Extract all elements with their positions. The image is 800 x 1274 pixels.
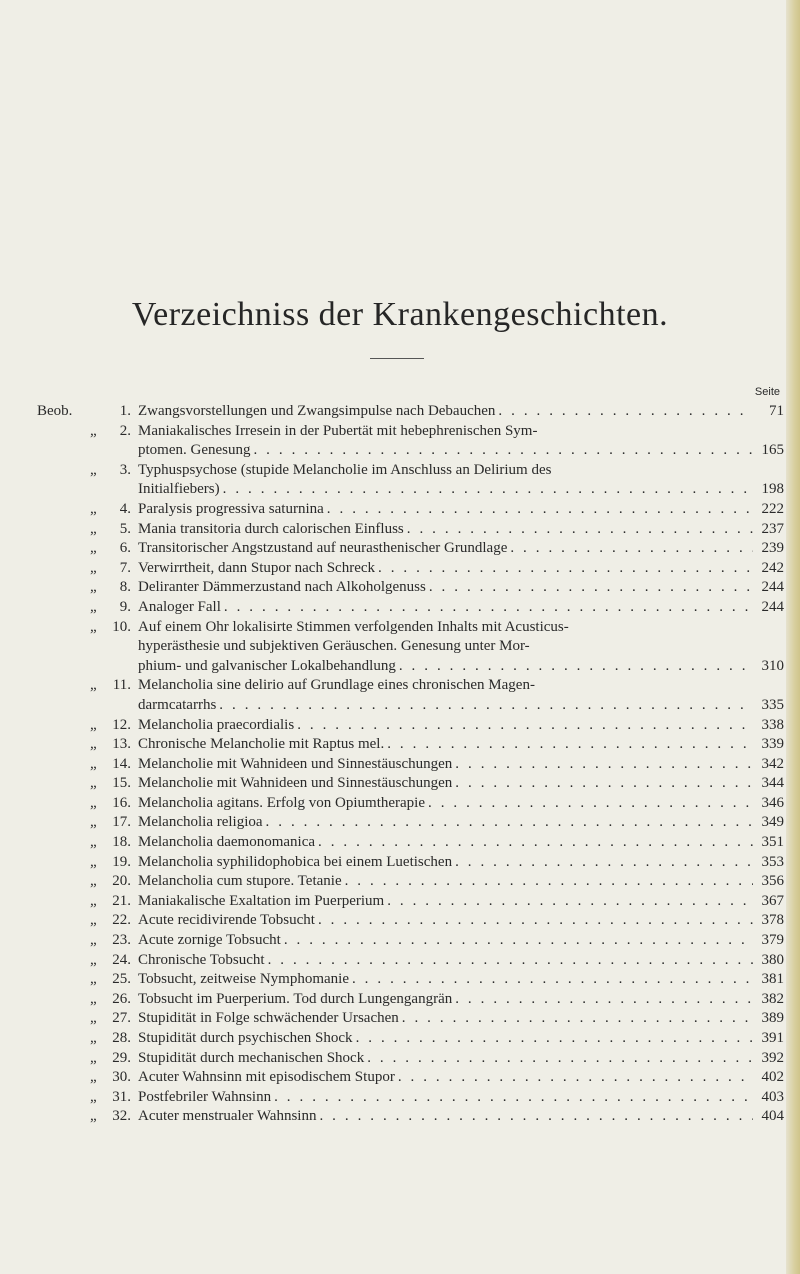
toc-entry	[0, 559, 800, 579]
entry-title: Maniakalische Exaltation im Puerperium	[138, 892, 385, 909]
dot-leader	[455, 774, 753, 794]
dot-leader	[327, 500, 753, 520]
entry-number: 9.	[119, 598, 131, 615]
dot-leader	[398, 1068, 753, 1088]
entry-title: Melancholia religioa	[138, 814, 263, 831]
dot-leader	[352, 970, 753, 990]
toc-entry	[0, 833, 800, 853]
dot-leader	[510, 539, 753, 559]
entry-page-number: 402	[761, 1069, 784, 1086]
entry-number: 27.	[112, 1010, 131, 1027]
entry-page-number: 353	[761, 853, 784, 870]
title-rule	[370, 358, 424, 359]
entry-page-number: 237	[761, 520, 784, 537]
dot-leader	[399, 657, 753, 677]
toc-entry	[0, 461, 800, 500]
toc-entry	[0, 755, 800, 775]
entry-page-number: 351	[761, 834, 784, 851]
toc-entry	[0, 853, 800, 873]
entry-number: 21.	[112, 892, 131, 909]
entry-title: Acuter Wahnsinn mit episodischem Stupor	[138, 1069, 395, 1086]
entry-number: 20.	[112, 873, 131, 890]
dot-leader	[297, 716, 753, 736]
entry-ditto-mark: „	[90, 618, 97, 635]
toc-entry	[0, 1049, 800, 1069]
toc-entry	[0, 794, 800, 814]
dot-leader	[455, 990, 753, 1010]
entry-number: 17.	[112, 814, 131, 831]
toc-entry	[0, 813, 800, 833]
entry-number: 28.	[112, 1030, 131, 1046]
dot-leader	[266, 813, 753, 833]
entry-page-number: 335	[761, 696, 784, 713]
toc-entry	[0, 598, 800, 618]
toc-entry	[0, 774, 800, 794]
entry-number: 2.	[119, 422, 131, 439]
dot-leader	[318, 911, 753, 931]
entry-ditto-mark: „	[90, 951, 97, 968]
toc-entry	[0, 1029, 800, 1049]
entry-ditto-mark: „	[90, 1108, 97, 1125]
toc-entry	[0, 951, 800, 971]
entry-page-number: 380	[761, 951, 784, 968]
entry-ditto-mark: „	[90, 1049, 97, 1066]
dot-leader	[455, 755, 753, 775]
entry-title: darmcatarrhs	[138, 696, 217, 713]
dot-leader	[224, 598, 753, 618]
entry-title: Zwangsvorstellungen und Zwangsimpulse nach Debauchen	[138, 403, 496, 419]
entry-page-number: 382	[761, 990, 784, 1007]
entry-number: 30.	[112, 1069, 131, 1086]
entry-number: 18.	[112, 834, 131, 851]
entry-ditto-mark: „	[90, 990, 97, 1007]
toc-entry	[0, 970, 800, 990]
entry-page-number: 198	[761, 481, 784, 498]
entry-title-line: Melancholia sine delirio auf Grundlage eines chronischen Magen-	[138, 677, 535, 694]
entry-title: phium- und galvanischer Lokalbehandlung	[138, 657, 396, 674]
entry-page-number: 239	[761, 540, 784, 557]
entry-title: Transitorischer Angstzustand auf neurasthenischer Grundlage	[138, 540, 508, 557]
dot-leader	[284, 931, 753, 951]
toc-entry	[0, 1088, 800, 1108]
entry-number: 4.	[119, 500, 131, 517]
entry-number: 23.	[112, 932, 131, 949]
entry-ditto-mark: „	[90, 520, 97, 537]
dot-leader	[455, 853, 753, 873]
dot-leader	[367, 1049, 753, 1069]
entry-title: Acute zornige Tobsucht	[138, 932, 281, 949]
entry-page-number: 389	[761, 1010, 784, 1027]
dot-leader	[407, 520, 753, 540]
entry-page-number: 392	[761, 1049, 784, 1066]
entry-number: 32.	[112, 1108, 131, 1125]
entry-page-number: 339	[761, 736, 784, 753]
entry-title: Mania transitoria durch calorischen Einfluss	[138, 520, 404, 537]
entry-title: Verwirrtheit, dann Stupor nach Schreck	[138, 559, 376, 576]
entry-page-number: 404	[761, 1108, 784, 1125]
toc-entry	[0, 500, 800, 520]
dot-leader	[318, 833, 753, 853]
entry-page-number: 346	[761, 794, 784, 811]
dot-leader	[219, 696, 753, 716]
toc-entry	[0, 892, 800, 912]
dot-leader	[356, 1029, 753, 1049]
entry-title: Melancholia cum stupore. Tetanie	[138, 873, 342, 890]
toc-entry	[0, 618, 800, 677]
toc-entry	[0, 539, 800, 559]
toc-entry	[0, 1107, 800, 1127]
entry-ditto-mark: „	[90, 971, 97, 988]
entry-page-number: 244	[761, 579, 784, 596]
entry-number: 22.	[112, 912, 131, 929]
entry-ditto-mark: „	[90, 932, 97, 949]
entry-ditto-mark: „	[90, 598, 97, 615]
toc-entry	[0, 1009, 800, 1029]
entry-page-number: 356	[761, 873, 784, 890]
entry-number: 14.	[112, 755, 131, 772]
toc-entry	[0, 911, 800, 931]
dot-leader	[319, 1107, 753, 1127]
entry-ditto-mark: „	[90, 500, 97, 517]
dot-leader	[345, 872, 753, 892]
entry-title-line: hyperästhesie und subjektiven Geräuschen. Genesung unter Mor-	[138, 638, 530, 655]
entry-ditto-mark: „	[90, 540, 97, 557]
entry-title: Melancholia daemonomanica	[138, 834, 316, 851]
dot-leader	[253, 441, 753, 461]
page-column-header: Seite	[754, 386, 780, 398]
entry-number: 10.	[112, 618, 131, 635]
dot-leader	[378, 559, 753, 579]
entry-title: Acute recidivirende Tobsucht	[138, 912, 315, 929]
entry-title: Stupidität in Folge schwächender Ursachen	[138, 1010, 399, 1027]
entry-ditto-mark: „	[90, 775, 97, 792]
toc-entry	[0, 990, 800, 1010]
dot-leader	[274, 1088, 753, 1108]
entry-title: Melancholie mit Wahnideen und Sinnestäuschungen	[138, 775, 453, 792]
entry-title-line: Maniakalisches Irresein in der Pubertät mit hebephrenischen Sym-	[138, 422, 538, 439]
entry-title: Paralysis progressiva saturnina	[138, 500, 324, 517]
entry-title: Postfebriler Wahnsinn	[138, 1088, 272, 1105]
dot-leader	[402, 1009, 753, 1029]
entry-ditto-mark: „	[90, 716, 97, 733]
entry-ditto-mark: „	[90, 579, 97, 596]
entry-ditto-mark: „	[90, 1010, 97, 1027]
entry-title-line: Auf einem Ohr lokalisirte Stimmen verfolgenden Inhalts mit Acusticus-	[138, 618, 569, 635]
entry-page-number: 381	[761, 971, 784, 988]
entry-ditto-mark: „	[90, 873, 97, 890]
entry-number: 31.	[112, 1088, 131, 1105]
toc-entry	[0, 422, 800, 461]
entry-title: Analoger Fall	[138, 598, 221, 615]
entry-ditto-mark: „	[90, 736, 97, 753]
entry-number: 24.	[112, 951, 131, 968]
entry-number: 25.	[112, 971, 131, 988]
entry-page-number: 244	[761, 598, 784, 615]
entry-number: 15.	[112, 775, 131, 792]
entry-number: 8.	[119, 579, 131, 596]
entry-number: 12.	[112, 716, 131, 733]
dot-leader	[387, 735, 753, 755]
toc-entry	[0, 872, 800, 892]
toc-entry	[0, 735, 800, 755]
entry-title: Stupidität durch psychischen Shock	[138, 1030, 353, 1046]
entry-page-number: 71	[769, 403, 784, 419]
entry-number: 1.	[119, 403, 131, 419]
entry-ditto-mark: „	[90, 794, 97, 811]
entry-number: 6.	[119, 540, 131, 557]
entry-title: Chronische Tobsucht	[138, 951, 265, 968]
entry-title: Melancholia agitans. Erfolg von Opiumtherapie	[138, 794, 425, 811]
entry-ditto-mark: „	[90, 1088, 97, 1105]
dot-leader	[223, 480, 753, 500]
entry-ditto-mark: „	[90, 677, 97, 694]
entry-title-line: Typhuspsychose (stupide Melancholie im Anschluss an Delirium des	[138, 461, 552, 478]
entry-title: ptomen. Genesung	[138, 442, 251, 459]
entry-number: 11.	[112, 677, 131, 694]
entry-page-number: 391	[761, 1030, 784, 1046]
toc-entry	[0, 1068, 800, 1088]
entry-number: 29.	[112, 1049, 131, 1066]
entry-page-number: 242	[761, 559, 784, 576]
dot-leader	[428, 794, 753, 814]
entry-title: Tobsucht im Puerperium. Tod durch Lungengangrän	[138, 990, 453, 1007]
dot-leader	[498, 402, 753, 422]
entry-ditto-mark: „	[90, 853, 97, 870]
entry-ditto-mark: „	[90, 892, 97, 909]
toc-entry	[0, 931, 800, 951]
entry-title: Melancholia praecordialis	[138, 716, 295, 733]
dot-leader	[429, 578, 753, 598]
entry-ditto-mark: „	[90, 1069, 97, 1086]
entry-page-number: 367	[761, 892, 784, 909]
entry-number: 5.	[119, 520, 131, 537]
entry-ditto-mark: „	[90, 814, 97, 831]
entry-page-number: 379	[761, 932, 784, 949]
entry-ditto-mark: „	[90, 1030, 97, 1046]
dot-leader	[268, 951, 753, 971]
page-title: Verzeichniss der Krankengeschichten.	[131, 296, 669, 333]
entry-ditto-mark: „	[90, 755, 97, 772]
entry-page-number: 378	[761, 912, 784, 929]
entry-page-number: 338	[761, 716, 784, 733]
entry-page-number: 342	[761, 755, 784, 772]
entry-number: 26.	[112, 990, 131, 1007]
toc-entry	[0, 578, 800, 598]
toc-entry	[0, 676, 800, 715]
entry-page-number: 165	[761, 442, 784, 459]
entry-number: 3.	[119, 461, 131, 478]
entry-number: 7.	[119, 559, 131, 576]
entry-number: 13.	[112, 736, 131, 753]
entry-ditto-mark: „	[90, 559, 97, 576]
toc-entry	[0, 520, 800, 540]
entry-ditto-mark: „	[90, 834, 97, 851]
table-of-contents	[0, 402, 800, 1127]
toc-entry	[0, 716, 800, 736]
entry-number: 16.	[112, 794, 131, 811]
entry-title: Tobsucht, zeitweise Nymphomanie	[138, 971, 349, 988]
toc-entry	[0, 402, 800, 422]
entry-number: 19.	[112, 853, 131, 870]
entry-title: Melancholie mit Wahnideen und Sinnestäuschungen	[138, 755, 453, 772]
entry-page-number: 344	[761, 775, 784, 792]
entry-title: Chronische Melancholie mit Raptus mel.	[138, 736, 385, 753]
entry-title: Melancholia syphilidophobica bei einem Luetischen	[138, 853, 453, 870]
entry-title: Initialfiebers)	[138, 481, 220, 498]
dot-leader	[387, 892, 753, 912]
entry-page-number: 403	[761, 1088, 784, 1105]
entry-page-number: 349	[761, 814, 784, 831]
entry-ditto-mark: „	[90, 422, 97, 439]
entry-ditto-mark: „	[90, 461, 97, 478]
entry-ditto-mark: „	[90, 912, 97, 929]
entry-page-number: 222	[761, 500, 784, 517]
entry-title: Acuter menstrualer Wahnsinn	[138, 1108, 317, 1125]
entry-title: Deliranter Dämmerzustand nach Alkoholgenuss	[138, 579, 426, 596]
entry-page-number: 310	[761, 657, 784, 674]
entry-title: Stupidität durch mechanischen Shock	[138, 1049, 365, 1066]
entry-prefix: Beob.	[37, 403, 73, 419]
